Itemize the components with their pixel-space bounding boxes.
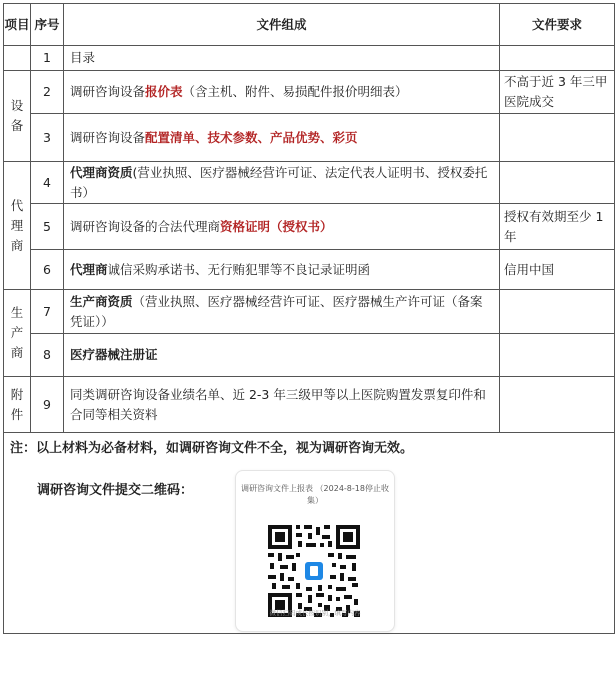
- composition-text: 调研咨询设备的合法代理商: [70, 218, 221, 234]
- requirement-cell: [500, 334, 615, 377]
- group-manufacturer-label: [4, 303, 30, 363]
- composition-cell: [64, 334, 500, 377]
- group-label-char: 代: [10, 197, 24, 213]
- table-row: [4, 114, 615, 162]
- group-label-char: 商: [10, 345, 24, 360]
- composition-cell: [64, 71, 500, 114]
- group-label-char: 备: [10, 118, 24, 133]
- header-seq: [31, 4, 64, 46]
- note-area: [4, 433, 614, 633]
- seq-cell: 8: [31, 334, 64, 377]
- group-label-char: 生: [10, 305, 24, 320]
- document-table: [3, 3, 615, 634]
- note-row: [4, 433, 615, 634]
- composition-text: 调研咨询设备: [70, 84, 146, 99]
- group-label-char: 件: [10, 406, 24, 422]
- composition-text: 调研咨询设备: [70, 129, 146, 145]
- composition-cell: [64, 250, 500, 290]
- composition-cell: [64, 204, 500, 250]
- table-row: [4, 290, 615, 334]
- qr-label: 调研咨询文件提交二维码：: [37, 483, 194, 498]
- composition-text: 同类调研咨询设备业绩名单、近 2-3 年三级甲等以上医院购置发票复印件和合同等相关资料: [70, 386, 486, 422]
- composition-cell: [64, 46, 500, 71]
- group-label-char: 附: [10, 386, 24, 402]
- group-agent-label: [4, 196, 30, 256]
- group-agent: [4, 162, 31, 290]
- note-cell: [4, 433, 615, 634]
- group-equipment: [4, 71, 31, 162]
- seq-cell: 5: [31, 204, 64, 250]
- seq-cell: 6: [31, 250, 64, 290]
- composition-cell: [64, 114, 500, 162]
- requirement-cell: [500, 114, 615, 162]
- group-manufacturer: [4, 290, 31, 377]
- requirement-cell: [500, 162, 615, 204]
- table-row: [4, 71, 615, 114]
- table-row: [4, 46, 615, 71]
- group-label-text: [4, 303, 30, 363]
- seq-cell: 4: [31, 162, 64, 204]
- table-row: [4, 377, 615, 433]
- group-appendix: [4, 377, 31, 433]
- header-project: [4, 4, 31, 46]
- composition-cell: [64, 377, 500, 433]
- group-label-text: [4, 196, 30, 256]
- composition-bold: 代理商: [70, 261, 108, 277]
- composition-highlight: 资格证明（授权书）: [220, 218, 333, 234]
- requirement-cell: 授权有效期至少 1 年: [500, 204, 615, 250]
- header-composition: [64, 4, 500, 46]
- composition-text: 诚信采购承诺书、无行贿犯罪等不良记录证明函: [107, 261, 371, 277]
- qr-card-footer: 微信扫码或长按识别，填写内容: [269, 609, 361, 617]
- qr-card-title: 调研咨询文件上报表 （2024-8-18停止收集）: [241, 484, 389, 505]
- group-equipment-label: [4, 96, 30, 136]
- header-project-text: 项目: [4, 17, 30, 32]
- requirement-cell: [500, 290, 615, 334]
- composition-text: （含主机、附件、易损配件报价明细表）: [182, 84, 408, 99]
- header-composition-text: 文件组成: [256, 16, 307, 32]
- requirement-cell: 信用中国: [500, 250, 615, 290]
- group-label-char: 商: [10, 237, 24, 253]
- composition-text: (营业执照、医疗器械经营许可证、法定代表人证明书、授权委托书）: [70, 164, 488, 200]
- project-cell-empty: [4, 46, 31, 71]
- composition-bold: 代理商资质: [70, 164, 133, 180]
- header-requirement: [500, 4, 615, 46]
- composition-cell: [64, 162, 500, 204]
- group-label-char: 设: [10, 98, 24, 113]
- composition-cell: [64, 290, 500, 334]
- seq-cell: 7: [31, 290, 64, 334]
- composition-bold: 医疗器械注册证: [70, 347, 158, 362]
- table-row: [4, 162, 615, 204]
- table-row: [4, 334, 615, 377]
- table-header-row: [4, 4, 615, 46]
- composition-text: 目录: [70, 50, 96, 65]
- qr-card[interactable]: [235, 470, 395, 632]
- composition-bold: 生产商资质: [70, 293, 133, 309]
- group-appendix-label: [4, 385, 30, 425]
- header-requirement-text: 文件要求: [531, 16, 582, 32]
- table-row: [4, 250, 615, 290]
- group-label-text: [4, 385, 30, 425]
- note-text: 注：以上材料为必备材料，如调研咨询文件不全，视为调研咨询无效。: [10, 441, 414, 456]
- seq-cell: 2: [31, 71, 64, 114]
- seq-cell: 1: [31, 46, 64, 71]
- group-label-char: 理: [10, 217, 24, 233]
- composition-text: （营业执照、医疗器械经营许可证、医疗器械生产许可证（备案凭证））: [70, 293, 483, 329]
- composition-highlight: 配置清单、技术参数、产品优势、彩页: [145, 129, 358, 145]
- requirement-cell: 不高于近 3 年三甲医院成交: [500, 71, 615, 114]
- group-label-text: [4, 96, 30, 136]
- header-seq-text: 序号: [34, 16, 60, 32]
- composition-highlight: 报价表: [145, 84, 183, 99]
- group-label-char: 产: [10, 325, 24, 340]
- requirement-cell: [500, 377, 615, 433]
- requirement-cell: [500, 46, 615, 71]
- seq-cell: 9: [31, 377, 64, 433]
- table-row: [4, 204, 615, 250]
- seq-cell: 3: [31, 114, 64, 162]
